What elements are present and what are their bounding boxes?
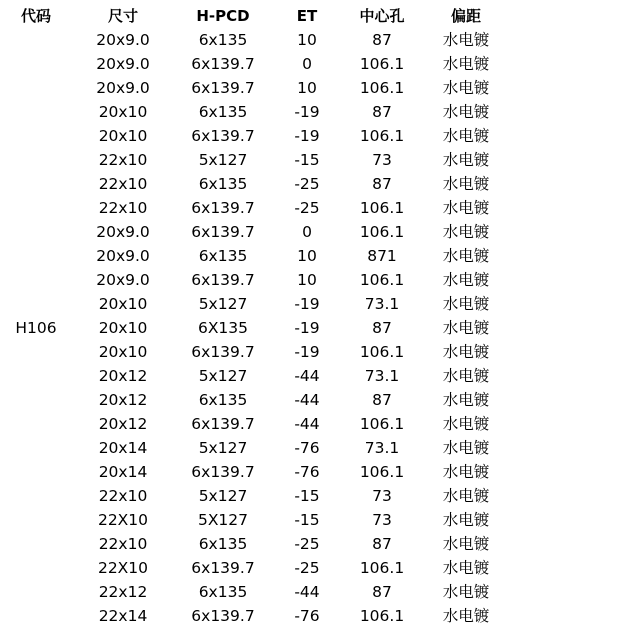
- size-cell: 20x12: [98, 415, 148, 433]
- et-cell: -25: [294, 535, 320, 553]
- size-cell: 22x10: [98, 151, 148, 169]
- offset-cell: 水电镀: [442, 415, 490, 433]
- table-row: [0, 604, 510, 628]
- pcd-cell: 6x139.7: [191, 55, 255, 73]
- offset-cell: 水电镀: [442, 127, 490, 145]
- wheel-spec-table: [0, 4, 510, 628]
- size-cell: 22x10: [98, 487, 148, 505]
- offset-cell: 水电镀: [442, 343, 490, 361]
- center-bore-cell: 106.1: [359, 79, 405, 97]
- size-cell: 20x14: [98, 439, 148, 457]
- table-row: [0, 508, 510, 532]
- size-cell: 20x12: [98, 391, 148, 409]
- et-cell: -15: [294, 487, 320, 505]
- table-row: [0, 76, 510, 100]
- center-bore-cell: 106.1: [359, 199, 405, 217]
- center-bore-cell: 87: [372, 319, 392, 337]
- size-cell: 20x9.0: [96, 271, 150, 289]
- et-cell: -25: [294, 199, 320, 217]
- offset-cell: 水电镀: [442, 487, 490, 505]
- table-row: [0, 340, 510, 364]
- pcd-cell: 6x139.7: [191, 463, 255, 481]
- center-bore-cell: 106.1: [359, 607, 405, 625]
- size-cell: 20x14: [98, 463, 148, 481]
- offset-cell: 水电镀: [442, 535, 490, 553]
- header-center-bore: 中心孔: [359, 7, 405, 25]
- table-row: [0, 580, 510, 604]
- table-row: [0, 460, 510, 484]
- pcd-cell: 6x139.7: [191, 223, 255, 241]
- table-row: [0, 28, 510, 52]
- pcd-cell: 5x127: [198, 295, 248, 313]
- offset-cell: 水电镀: [442, 223, 490, 241]
- pcd-cell: 6x139.7: [191, 79, 255, 97]
- table-row: [0, 172, 510, 196]
- pcd-cell: 6x135: [198, 391, 248, 409]
- et-cell: -44: [294, 415, 320, 433]
- offset-cell: 水电镀: [442, 55, 490, 73]
- size-cell: 22X10: [97, 559, 149, 577]
- offset-cell: 水电镀: [442, 607, 490, 625]
- table-row: [0, 532, 510, 556]
- pcd-cell: 6x139.7: [191, 415, 255, 433]
- size-cell: 20x10: [98, 127, 148, 145]
- pcd-cell: 6x139.7: [191, 127, 255, 145]
- center-bore-cell: 73.1: [364, 439, 400, 457]
- center-bore-cell: 106.1: [359, 463, 405, 481]
- table-row: [0, 148, 510, 172]
- et-cell: 10: [297, 247, 317, 265]
- pcd-cell: 5x127: [198, 487, 248, 505]
- et-cell: -15: [294, 151, 320, 169]
- offset-cell: 水电镀: [442, 79, 490, 97]
- et-cell: -19: [294, 343, 320, 361]
- et-cell: 0: [302, 55, 312, 73]
- offset-cell: 水电镀: [442, 151, 490, 169]
- center-bore-cell: 106.1: [359, 271, 405, 289]
- size-cell: 20x10: [98, 295, 148, 313]
- center-bore-cell: 73.1: [364, 367, 400, 385]
- offset-cell: 水电镀: [442, 103, 490, 121]
- et-cell: 10: [297, 31, 317, 49]
- size-cell: 20x9.0: [96, 31, 150, 49]
- et-cell: -76: [294, 439, 320, 457]
- table-row: [0, 364, 510, 388]
- size-cell: 22X10: [97, 511, 149, 529]
- et-cell: -19: [294, 103, 320, 121]
- offset-cell: 水电镀: [442, 319, 490, 337]
- center-bore-cell: 87: [372, 175, 392, 193]
- et-cell: -76: [294, 463, 320, 481]
- pcd-cell: 6x139.7: [191, 199, 255, 217]
- center-bore-cell: 106.1: [359, 415, 405, 433]
- pcd-cell: 6x135: [198, 103, 248, 121]
- pcd-cell: 6x139.7: [191, 559, 255, 577]
- size-cell: 22x12: [98, 583, 148, 601]
- et-cell: -44: [294, 367, 320, 385]
- table-row: [0, 316, 510, 340]
- pcd-cell: 6x139.7: [191, 607, 255, 625]
- center-bore-cell: 87: [372, 31, 392, 49]
- offset-cell: 水电镀: [442, 247, 490, 265]
- center-bore-cell: 106.1: [359, 223, 405, 241]
- center-bore-cell: 73: [372, 151, 392, 169]
- header-row: [0, 4, 510, 28]
- size-cell: 20x9.0: [96, 79, 150, 97]
- et-cell: -76: [294, 607, 320, 625]
- center-bore-cell: 106.1: [359, 55, 405, 73]
- center-bore-cell: 87: [372, 535, 392, 553]
- pcd-cell: 6X135: [197, 319, 249, 337]
- center-bore-cell: 87: [372, 103, 392, 121]
- table-row: [0, 484, 510, 508]
- offset-cell: 水电镀: [442, 391, 490, 409]
- pcd-cell: 6x135: [198, 31, 248, 49]
- table-row: [0, 244, 510, 268]
- offset-cell: 水电镀: [442, 199, 490, 217]
- pcd-cell: 6x139.7: [191, 343, 255, 361]
- header-et: ET: [296, 7, 318, 25]
- et-cell: -19: [294, 319, 320, 337]
- table-row: [0, 292, 510, 316]
- header-size: 尺寸: [107, 7, 138, 25]
- offset-cell: 水电镀: [442, 31, 490, 49]
- table-row: [0, 220, 510, 244]
- pcd-cell: 5x127: [198, 367, 248, 385]
- center-bore-cell: 73.1: [364, 295, 400, 313]
- size-cell: 20x9.0: [96, 247, 150, 265]
- header-code: 代码: [20, 7, 51, 25]
- header-pcd: H-PCD: [196, 7, 250, 25]
- size-cell: 20x10: [98, 103, 148, 121]
- offset-cell: 水电镀: [442, 295, 490, 313]
- pcd-cell: 6x139.7: [191, 271, 255, 289]
- offset-cell: 水电镀: [442, 463, 490, 481]
- center-bore-cell: 106.1: [359, 559, 405, 577]
- pcd-cell: 6x135: [198, 247, 248, 265]
- table-row: [0, 52, 510, 76]
- et-cell: 10: [297, 79, 317, 97]
- center-bore-cell: 73: [372, 511, 392, 529]
- table-row: [0, 412, 510, 436]
- pcd-cell: 5x127: [198, 151, 248, 169]
- et-cell: -19: [294, 295, 320, 313]
- size-cell: 20x10: [98, 319, 148, 337]
- offset-cell: 水电镀: [442, 511, 490, 529]
- table-row: [0, 100, 510, 124]
- header-offset: 偏距: [450, 7, 481, 25]
- size-cell: 22x10: [98, 175, 148, 193]
- pcd-cell: 6x135: [198, 175, 248, 193]
- center-bore-cell: 87: [372, 391, 392, 409]
- center-bore-cell: 73: [372, 487, 392, 505]
- et-cell: -15: [294, 511, 320, 529]
- table-body: [0, 28, 510, 628]
- pcd-cell: 5x127: [198, 439, 248, 457]
- center-bore-cell: 106.1: [359, 343, 405, 361]
- offset-cell: 水电镀: [442, 367, 490, 385]
- et-cell: -44: [294, 391, 320, 409]
- offset-cell: 水电镀: [442, 439, 490, 457]
- et-cell: -25: [294, 175, 320, 193]
- table-row: [0, 556, 510, 580]
- size-cell: 22x10: [98, 199, 148, 217]
- size-cell: 22x10: [98, 535, 148, 553]
- center-bore-cell: 87: [372, 583, 392, 601]
- center-bore-cell: 871: [367, 247, 397, 265]
- code-cell: H106: [15, 319, 57, 337]
- pcd-cell: 6x135: [198, 583, 248, 601]
- table-row: [0, 436, 510, 460]
- pcd-cell: 6x135: [198, 535, 248, 553]
- size-cell: 20x9.0: [96, 55, 150, 73]
- center-bore-cell: 106.1: [359, 127, 405, 145]
- et-cell: -25: [294, 559, 320, 577]
- size-cell: 22x14: [98, 607, 148, 625]
- table-row: [0, 196, 510, 220]
- et-cell: 10: [297, 271, 317, 289]
- table-row: [0, 268, 510, 292]
- et-cell: -19: [294, 127, 320, 145]
- size-cell: 20x9.0: [96, 223, 150, 241]
- size-cell: 20x10: [98, 343, 148, 361]
- et-cell: -44: [294, 583, 320, 601]
- offset-cell: 水电镀: [442, 175, 490, 193]
- pcd-cell: 5X127: [197, 511, 249, 529]
- offset-cell: 水电镀: [442, 559, 490, 577]
- et-cell: 0: [302, 223, 312, 241]
- offset-cell: 水电镀: [442, 583, 490, 601]
- table-row: [0, 124, 510, 148]
- size-cell: 20x12: [98, 367, 148, 385]
- table-row: [0, 388, 510, 412]
- offset-cell: 水电镀: [442, 271, 490, 289]
